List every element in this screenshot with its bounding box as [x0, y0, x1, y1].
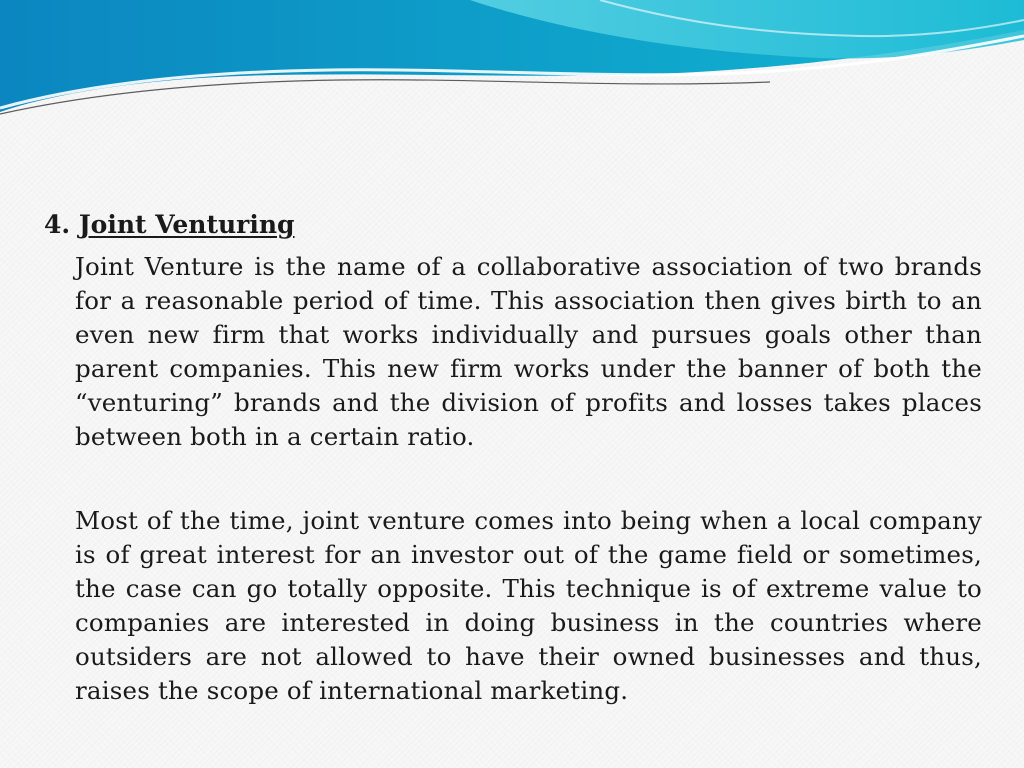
- section-heading: [44, 208, 295, 242]
- paragraph-definition: Joint Venture is the name of a collaborative association of two brands for a reasonable period of time. This association then gives birth to an even new firm that works individually and pursues goals other than parent companies. This new firm works under the banner of both the “venturing” brands and the division of profits and losses takes places between both in a certain ratio.: [75, 252, 982, 451]
- heading-number: 4.: [44, 210, 71, 239]
- heading-title: Joint Venturing: [78, 210, 295, 239]
- paragraph-usage: Most of the time, joint venture comes into being when a local company is of great interest for an investor out of the game field or sometimes, the case can go totally opposite. This technique is of extreme value to companies are interested in doing business in the countries where outsiders are not allowed to have their owned businesses and thus, raises the scope of international marketing.: [75, 506, 982, 705]
